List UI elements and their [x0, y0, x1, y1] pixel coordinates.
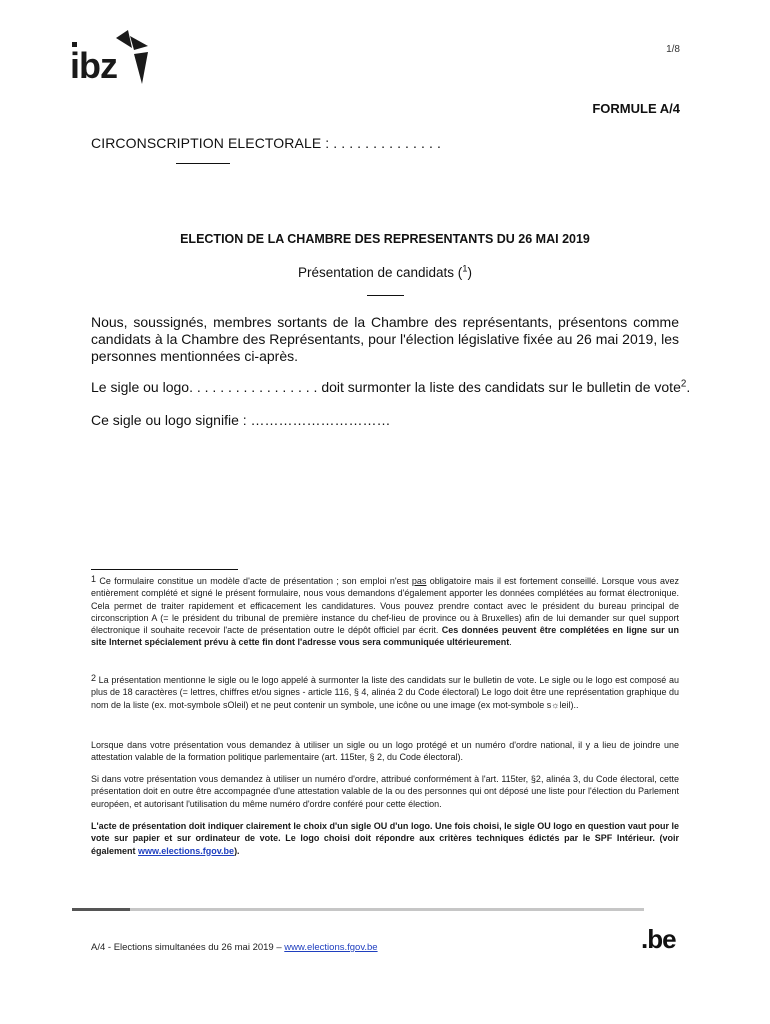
footer-bar-accent: [72, 908, 130, 911]
ibz-logo: [68, 28, 152, 88]
be-logo: .be: [641, 924, 676, 954]
footnote-number: 1: [91, 574, 97, 584]
footnote-2: [91, 674, 679, 711]
sigle-text: Le sigle ou logo. . . . . . . . . . . . . . . . . doit surmonter la liste des candidats sur le bulletin de vote: [91, 379, 681, 395]
document-subtitle: [0, 265, 770, 280]
footnote-text: La présentation mentionne le sigle ou le logo appelé à surmonter la liste des candidats sur le bulletin de vote. Le sigle ou le logo est composé au plus de 18 caractères (= lettres, chiffres et/ou signes - article 116, § 4, alinéa 2 du Code électoral) Le logo doit être une représentation graphique du nom de la liste (ex. mot-symbole sOleil) et ne peut contenir un symbole, une icône ou une image (ex mot-symbole s☼leil)..: [91, 675, 679, 710]
circonscription-field: CIRCONSCRIPTION ELECTORALE : . . . . . . . . . . . . . .: [91, 135, 441, 151]
footnote-text: Ce formulaire constitue un modèle d'acte de présentation ; son emploi n'est: [96, 576, 412, 586]
footer-link[interactable]: www.elections.fgov.be: [284, 942, 378, 953]
subtitle-text: Présentation de candidats (: [297, 265, 463, 280]
logo-text: ibz: [70, 45, 117, 86]
footnote-separator: [91, 569, 238, 570]
signifie-line: Ce sigle ou logo signifie : …………………………: [91, 412, 391, 428]
sigle-end: .: [686, 379, 691, 395]
footer: [91, 942, 378, 953]
footnote-paragraph-bold: [91, 820, 679, 857]
footnote-end: ).: [234, 845, 240, 856]
footnote-underlined: pas: [411, 576, 427, 586]
sigle-line: [91, 379, 690, 395]
footer-text: A/4 - Elections simultanées du 26 mai 2019 –: [91, 942, 285, 953]
elections-link[interactable]: www.elections.fgov.be: [138, 845, 235, 856]
footnote-ref-1: 1: [462, 263, 468, 275]
form-code: FORMULE A/4: [592, 101, 680, 116]
footer-bar: [72, 908, 644, 911]
footnote-end: .: [509, 637, 512, 648]
footnote-bold: Ces données peuvent être complétées en ligne sur un site Internet spécialement prévu à cette fin dont l'adresse vous sera communiquée ultérieurement: [91, 625, 679, 648]
divider: [367, 295, 404, 296]
footnote-text: obligatoire mais il est fortement conseillé. Lorsque vous avez entièrement complété et signé le présent formulaire, nous vous demandons d'également apporter les données complétées au format électronique. Cela permet de traiter rapidement et efficacement les candidatures. Vous pouvez prendre contact avec le président du bureau principal de circonscription A (= le président du tribunal de première instance du chef-lieu de province ou à Bruxelles) afin de lui demander sur quel support électronique il souhaite recevoir l'acte de présentation outre le dépôt officiel par écrit.: [91, 576, 680, 636]
footnote-paragraph: Lorsque dans votre présentation vous demandez à utiliser un sigle ou un logo protégé et un numéro d'ordre national, il y a lieu de joindre une attestation valable de la formation politique parlementaire (art. 115ter, § 2, du Code électoral).: [91, 740, 679, 763]
footnote-number: 2: [91, 673, 97, 683]
footnote-ref-2: 2: [680, 378, 687, 390]
footnote-1: [91, 575, 679, 649]
subtitle-close: ): [467, 265, 473, 280]
page-number: 1/8: [666, 44, 680, 55]
footnote-text: L'acte de présentation doit indiquer clairement le choix d'un sigle OU d'un logo. Une fois choisi, le sigle OU logo en question vaut pour le vote sur papier et sur ordinateur de vote. Le logo choisi doit répondre aux critères techniques édictés par le SPF Intérieur. (voir également: [91, 821, 679, 856]
divider: [176, 163, 230, 164]
intro-paragraph: Nous, soussignés, membres sortants de la Chambre des représentants, présentons comme candidats à la Chambre des Représentants, pour l'élection législative fixée au 26 mai 2019, les personnes mentionnées ci-après.: [91, 314, 679, 364]
document-title: ELECTION DE LA CHAMBRE DES REPRESENTANTS DU 26 MAI 2019: [180, 232, 590, 246]
footnote-paragraph: Si dans votre présentation vous demandez à utiliser un numéro d'ordre, attribué conformément à l'art. 115ter, §2, alinéa 3, du Code électoral, cette présentation doit en outre être accompagnée d'une attestation valable de la ou des personnes qui ont déposé une liste pour l'élection du Parlement européen, et autorisant l'utilisation du même numéro d'ordre conféré pour cette élection.: [91, 774, 679, 809]
